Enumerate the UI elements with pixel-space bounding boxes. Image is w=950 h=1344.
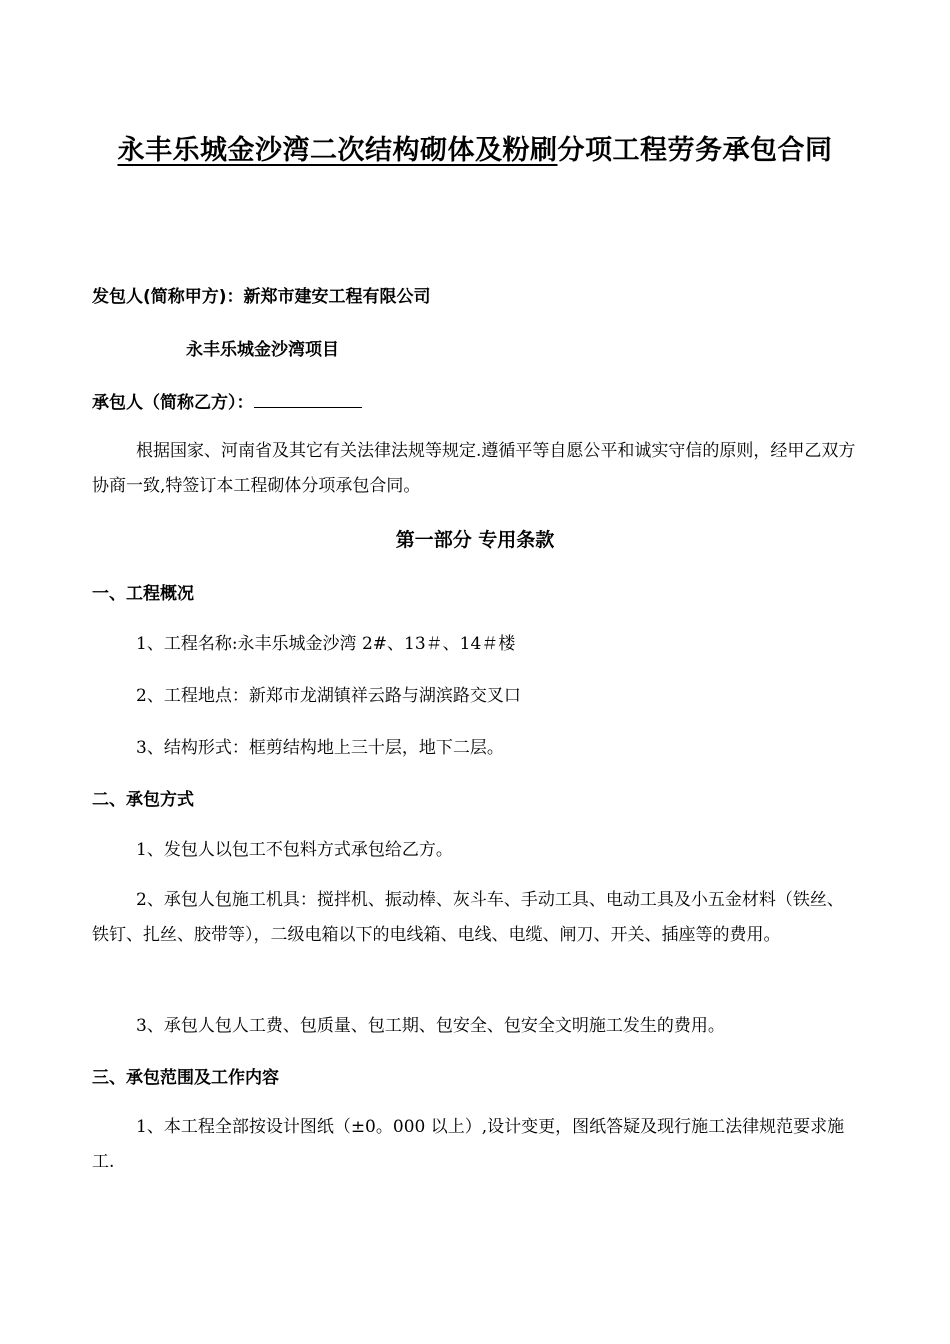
document-title	[0, 128, 950, 167]
employer-line: 发包人(简称甲方)：新郑市建安工程有限公司	[92, 287, 431, 307]
contractor-label: 承包人（简称乙方）：	[92, 393, 254, 413]
title-underlined: 永丰乐城金沙湾二次结构砌体及粉刷	[117, 135, 558, 166]
section-2-heading: 二、承包方式	[92, 790, 194, 810]
preamble-paragraph: 根据国家、河南省及其它有关法律法规等规定.遵循平等自愿公平和诚实守信的原则，经甲乙双方协商一致,特签订本工程砌体分项承包合同。	[92, 441, 856, 496]
section-2-item-2: 2、承包人包施工机具：搅拌机、振动棒、灰斗车、手动工具、电动工具及小五金材料（铁丝、铁钉、扎丝、胶带等），二级电箱以下的电线箱、电线、电缆、闸刀、开关、插座等的费用。	[92, 890, 844, 945]
section-2-item-1: 1、发包人以包工不包料方式承包给乙方。	[136, 840, 453, 860]
section-3-item-1: 1、本工程全部按设计图纸（±0。000 以上）,设计变更，图纸答疑及现行施工法律规范要求施工.	[92, 1117, 845, 1172]
section-1-item-2: 2、工程地点：新郑市龙湖镇祥云路与湖滨路交叉口	[136, 686, 521, 706]
section-1-item-1: 1、工程名称:永丰乐城金沙湾 2#、13＃、14＃楼	[136, 634, 516, 654]
section-1-heading: 一、工程概况	[92, 584, 194, 604]
contractor-blank	[254, 389, 362, 408]
section-3-heading: 三、承包范围及工作内容	[92, 1068, 279, 1088]
section-1-item-3: 3、结构形式：框剪结构地上三十层，地下二层。	[136, 738, 504, 758]
part-one-heading: 第一部分 专用条款	[395, 529, 555, 551]
contractor-line	[92, 389, 362, 415]
project-name: 永丰乐城金沙湾项目	[186, 340, 339, 360]
title-rest: 分项工程劳务承包合同	[557, 135, 833, 166]
section-2-item-3: 3、承包人包人工费、包质量、包工期、包安全、包安全文明施工发生的费用。	[136, 1016, 725, 1036]
